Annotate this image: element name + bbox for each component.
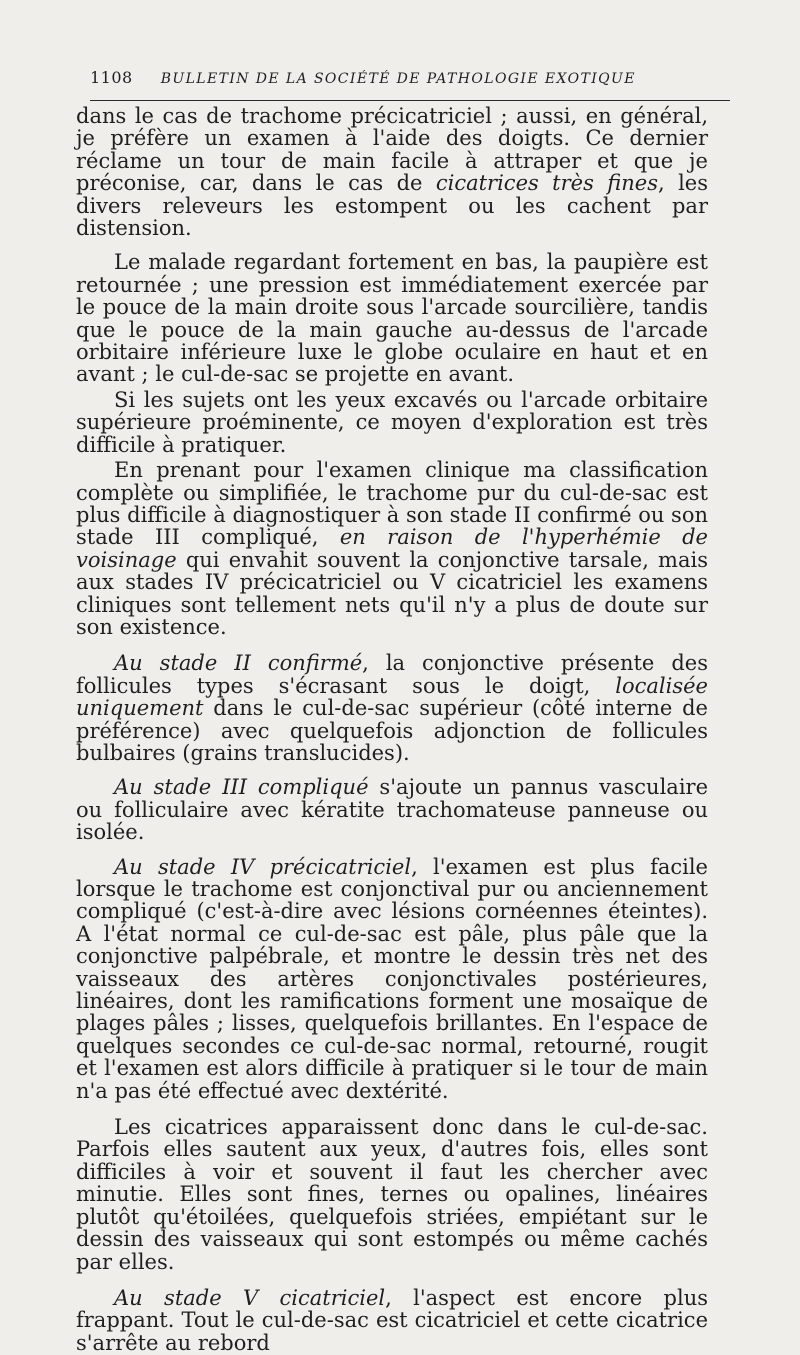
paragraph bbox=[76, 776, 708, 843]
paragraph bbox=[76, 389, 708, 456]
page-header bbox=[90, 68, 730, 101]
body-text bbox=[76, 105, 708, 1354]
running-title: BULLETIN DE LA SOCIÉTÉ DE PATHOLOGIE EXOTIQUE bbox=[160, 71, 636, 87]
italic-phrase: en raison de l'hyperhémie de voisinage bbox=[76, 525, 708, 572]
paragraph bbox=[76, 459, 708, 638]
text-run: , les divers releveurs les estompent ou les cachent par distension. bbox=[76, 171, 708, 241]
italic-phrase: Au stade II confirmé bbox=[114, 651, 363, 676]
text-run: qui envahit souvent la conjonctive tarsale, mais aux stades IV précicatriciel ou V cicatriciel les examens cliniques sont tellement nets qu'il n'y a plus de doute sur son existence. bbox=[76, 547, 708, 639]
paragraph bbox=[76, 1116, 708, 1273]
italic-phrase: Au stade III compliqué bbox=[114, 775, 369, 800]
text-run: , l'examen est plus facile lorsque le trachome est conjonctival pur ou anciennement compliqué (c'est-à-dire avec lésions cornéennes éteintes). A l'état normal ce cul-de-sac est pâle, plus pâle que la conjonctive palpébrale, et montre le dessin très net des vaisseaux des artères conjonctivales postérieures, linéaires, dont les ramifications forment une mosaïque de plages pâles ; lisses, quelquefois brillantes. En l'espace de quelques secondes ce cul-de-sac normal, retourné, rougit et l'examen est alors difficile à pratiquer si le tour de main n'a pas été effectué avec dextérité. bbox=[76, 854, 708, 1103]
paragraph bbox=[76, 105, 708, 239]
text-run: dans le cul-de-sac supérieur (côté interne de préférence) avec quelquefois adjonction de follicules bulbaires (grains translucides). bbox=[76, 696, 708, 765]
italic-phrase: cicatrices très fines bbox=[435, 171, 658, 196]
text-run: Le malade regardant fortement en bas, la paupière est retournée ; une pression est immédiatement exercée par le pouce de la main droite sous l'arcade sourcilière, tandis que le pouce de la main gauche au-dessus de l'arcade orbitaire inférieure luxe le globe oculaire en haut et en avant ; le cul-de-sac se projette en avant. bbox=[76, 250, 708, 387]
text-run: Si les sujets ont les yeux excavés ou l'arcade orbitaire supérieure proéminente, ce moyen d'exploration est très difficile à pratiquer. bbox=[76, 387, 708, 457]
text-run: s'ajoute un pannus vasculaire ou folliculaire avec kératite trachomateuse panneuse ou isolée. bbox=[76, 775, 708, 845]
page-number: 1108 bbox=[90, 68, 133, 87]
paragraph bbox=[76, 251, 708, 385]
text-run: , la conjonctive présente des follicules types s'écrasant sous le doigt, bbox=[76, 651, 708, 698]
italic-phrase: Au stade IV précicatriciel bbox=[114, 854, 412, 879]
paragraph bbox=[76, 1287, 708, 1354]
text-run: En prenant pour l'examen clinique ma classification complète ou simplifiée, le trachome pur du cul-de-sac est plus difficile à diagnostiquer à son stade II confirmé ou son stade III compliqué, bbox=[76, 458, 708, 550]
italic-phrase: Au stade V cicatriciel bbox=[114, 1285, 386, 1310]
text-run: Les cicatrices apparaissent donc dans le cul-de-sac. Parfois elles sautent aux yeux, d'autres fois, elles sont difficiles à voir et souvent il faut les chercher avec minutie. Elles sont fines, ternes ou opalines, linéaires plutôt qu'étoilées, quelquefois striées, empiétant sur le dessin des vaisseaux qui sont estompés ou même cachés par elles. bbox=[76, 1115, 708, 1274]
text-run: , l'aspect est encore plus frappant. Tout le cul-de-sac est cicatriciel et cette cicatrice s'arrête au rebord bbox=[76, 1285, 708, 1355]
paragraph bbox=[76, 652, 708, 764]
italic-phrase: localisée uniquement bbox=[76, 673, 708, 721]
paragraph bbox=[76, 856, 708, 1102]
text-run: dans le cas de trachome précicatriciel ; aussi, en général, je préfère un examen à l'aide des doigts. Ce dernier réclame un tour de main facile à attraper et que je préconise, car, dans le cas de bbox=[76, 104, 708, 196]
